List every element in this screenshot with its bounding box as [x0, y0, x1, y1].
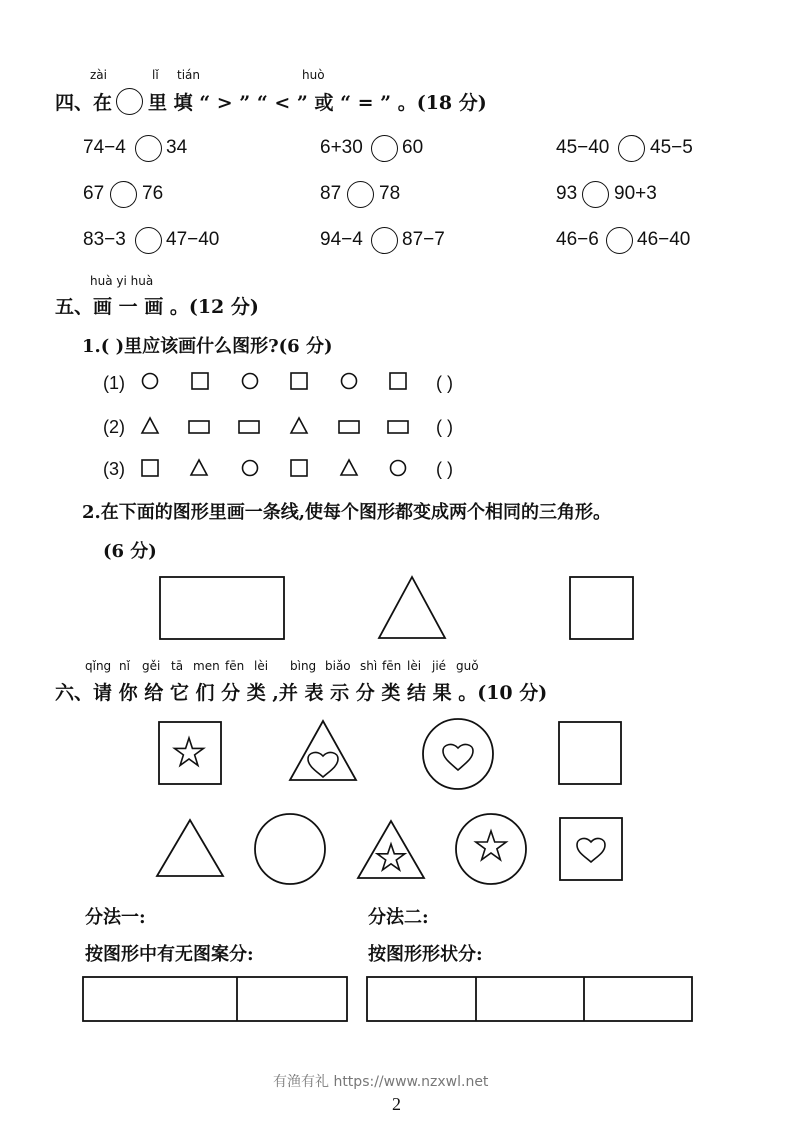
- pinyin-syllable: lèi: [254, 659, 269, 673]
- q2-triangle-icon: [379, 577, 445, 638]
- method2-answer-table: [367, 977, 692, 1021]
- circle-icon: [255, 814, 325, 884]
- section5-title: 五、画 一 画 。(12 分): [55, 296, 259, 318]
- square-icon: [559, 722, 621, 784]
- method1-label: 分法一:: [85, 907, 146, 928]
- pinyin-li: lǐ: [152, 68, 159, 82]
- seq-label: (2): [103, 417, 125, 437]
- q2-points: (6 分): [103, 541, 157, 562]
- pinyin-tian: tián: [177, 68, 200, 82]
- circle-icon: [143, 374, 158, 389]
- compare-right: 46−40: [637, 229, 691, 250]
- footer-watermark: 有渔有礼 https://www.nzxwl.net: [273, 1074, 489, 1090]
- answer-blank[interactable]: ( ): [436, 373, 453, 393]
- q2-title: 2.在下面的图形里画一条线,使每个图形都变成两个相同的三角形。: [82, 502, 612, 523]
- triangle-icon: [291, 418, 307, 433]
- compare-right: 78: [379, 183, 401, 204]
- compare-right: 45−5: [650, 137, 693, 158]
- triangle-icon: [142, 418, 158, 433]
- circle-icon: [342, 374, 357, 389]
- square-icon: [142, 460, 158, 476]
- sequence-row-2: [142, 418, 408, 433]
- square-icon: [291, 373, 307, 389]
- square-heart-icon: [560, 818, 622, 880]
- square-star-icon: [159, 722, 221, 784]
- method1-rule: 按图形中有无图案分:: [85, 944, 254, 965]
- section4-title: 里 填 “ > ” “ < ” 或 “ = ” 。(18 分): [148, 92, 487, 114]
- pinyin-syllable: lèi: [407, 659, 422, 673]
- rectangle-icon: [189, 421, 209, 433]
- pinyin-syllable: gěi: [142, 659, 161, 673]
- square-icon: [192, 373, 208, 389]
- section6-title: 六、请 你 给 它 们 分 类 ,并 表 示 分 类 结 果 。(10 分): [55, 682, 548, 704]
- compare-right: 34: [166, 137, 188, 158]
- page-number: 2: [392, 1094, 401, 1114]
- compare-left: 83−3: [83, 229, 126, 250]
- circle-icon: [243, 461, 258, 476]
- q1-title: 1.( )里应该画什么图形?(6 分): [82, 336, 333, 357]
- method2-label: 分法二:: [368, 907, 429, 928]
- rectangle-icon: [339, 421, 359, 433]
- pinyin-syllable: nǐ: [119, 659, 130, 673]
- sequence-row-3: [142, 460, 406, 476]
- rectangle-icon: [239, 421, 259, 433]
- pinyin-zai: zài: [90, 68, 107, 82]
- compare-left: 67: [83, 183, 105, 204]
- rectangle-icon: [388, 421, 408, 433]
- circle-icon: [243, 374, 258, 389]
- answer-blank[interactable]: ( ): [436, 459, 453, 479]
- circle-icon: [391, 461, 406, 476]
- pinyin-syllable: bìng: [290, 659, 317, 673]
- pinyin-syllable: men: [193, 659, 220, 673]
- q2-square-icon: [570, 577, 633, 639]
- sequence-row-1: [143, 373, 407, 389]
- pinyin-syllable: jié: [432, 659, 447, 673]
- pinyin-syllable: fēn: [225, 659, 245, 673]
- compare-left: 46−6: [556, 229, 599, 250]
- compare-left: 94−4: [320, 229, 363, 250]
- compare-right: 87−7: [402, 229, 445, 250]
- pinyin-syllable: fēn: [382, 659, 402, 673]
- compare-right: 76: [142, 183, 164, 204]
- triangle-icon: [191, 460, 207, 475]
- seq-label: (3): [103, 459, 125, 479]
- method2-rule: 按图形形状分:: [368, 944, 483, 965]
- section4-label: 四、在: [55, 92, 113, 114]
- section6-pinyin: [85, 659, 485, 675]
- compare-left: 45−40: [556, 137, 610, 158]
- triangle-star-icon: [358, 821, 424, 878]
- compare-left: 93: [556, 183, 578, 204]
- triangle-icon: [341, 460, 357, 475]
- pinyin-syllable: qǐng: [85, 659, 112, 673]
- circle-heart-icon: [423, 719, 493, 789]
- seq-label: (1): [103, 373, 125, 393]
- compare-right: 47−40: [166, 229, 220, 250]
- pinyin-syllable: shì: [360, 659, 378, 673]
- compare-left: 87: [320, 183, 342, 204]
- method1-answer-table: [83, 977, 347, 1021]
- section5-pinyin: huà yi huà: [90, 274, 154, 288]
- pinyin-huo: huò: [302, 68, 325, 82]
- square-icon: [291, 460, 307, 476]
- pinyin-syllable: guǒ: [456, 659, 479, 673]
- compare-right: 60: [402, 137, 424, 158]
- pinyin-syllable: biǎo: [325, 659, 351, 673]
- answer-blank[interactable]: ( ): [436, 417, 453, 437]
- circle-star-icon: [456, 814, 526, 884]
- compare-left: 74−4: [83, 137, 126, 158]
- triangle-icon: [157, 820, 223, 876]
- square-icon: [390, 373, 406, 389]
- q2-rectangle-icon: [160, 577, 284, 639]
- pinyin-syllable: tā: [171, 659, 184, 673]
- compare-right: 90+3: [614, 183, 657, 204]
- triangle-heart-icon: [290, 721, 356, 780]
- compare-left: 6+30: [320, 137, 363, 158]
